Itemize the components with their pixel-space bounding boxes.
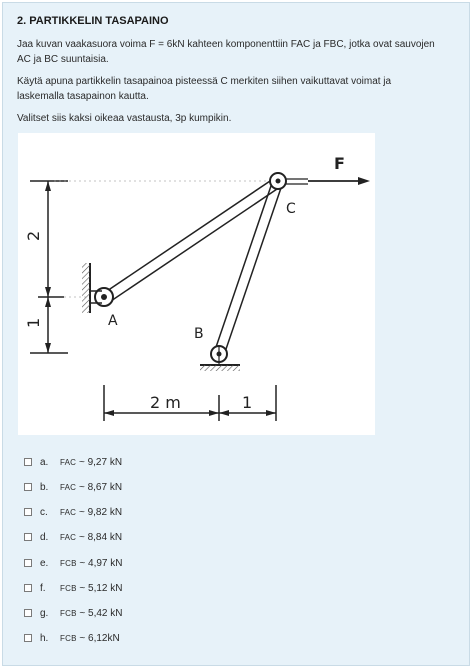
bar-bc-edge	[214, 183, 272, 353]
dim-label-1-vertical: 1	[24, 317, 43, 328]
dim-label-2m: 2 m	[150, 393, 181, 412]
question-card	[2, 2, 470, 666]
checkbox[interactable]	[24, 584, 32, 592]
question-title: 2. PARTIKKELIN TASAPAINO	[17, 15, 169, 27]
option-letter: g.	[40, 607, 49, 619]
question-text-2	[17, 74, 457, 104]
option-letter: h.	[40, 632, 49, 644]
dim-arrow-icon	[209, 410, 219, 416]
option-letter: e.	[40, 557, 49, 569]
answer-option-e[interactable]	[24, 555, 122, 571]
option-symbol: FCB	[60, 583, 77, 593]
question-text-2-line-2: laskemalla tasapainon kautta.	[17, 91, 149, 102]
option-symbol: FCB	[60, 633, 77, 643]
option-symbol: FAC	[60, 482, 77, 492]
checkbox[interactable]	[24, 609, 32, 617]
ground-hatch	[200, 365, 240, 371]
option-value: ~ 8,67 kN	[78, 481, 123, 493]
option-value: ~ 5,12 kN	[79, 582, 123, 594]
option-text	[60, 482, 122, 493]
option-symbol: FAC	[60, 457, 77, 467]
bar-bc-edge	[224, 185, 282, 355]
checkbox[interactable]	[24, 533, 32, 541]
checkbox[interactable]	[24, 559, 32, 567]
answer-option-f[interactable]	[24, 580, 122, 596]
option-value: ~ 8,84 kN	[78, 531, 123, 543]
checkbox[interactable]	[24, 634, 32, 642]
question-text-1-line-2: AC ja BC suuntaisia.	[17, 54, 109, 65]
answer-option-a[interactable]	[24, 454, 122, 470]
truss-diagram	[18, 133, 375, 435]
option-value: ~ 9,27 kN	[78, 456, 123, 468]
checkbox[interactable]	[24, 483, 32, 491]
force-arrow-icon	[358, 177, 370, 185]
option-symbol: FAC	[60, 507, 77, 517]
checkbox[interactable]	[24, 508, 32, 516]
dim-arrow-icon	[104, 410, 114, 416]
dim-arrow-icon	[45, 287, 51, 297]
option-value: ~ 9,82 kN	[78, 506, 123, 518]
option-symbol: FCB	[60, 608, 77, 618]
answer-option-d[interactable]	[24, 529, 122, 545]
checkbox[interactable]	[24, 458, 32, 466]
question-text-3: Valitset siis kaksi oikeaa vastausta, 3p kumpikin.	[17, 113, 232, 124]
question-text-1	[17, 37, 457, 67]
option-value: ~ 4,97 kN	[79, 557, 123, 569]
option-text	[60, 507, 122, 518]
option-letter: a.	[40, 456, 49, 468]
truss-figure	[18, 133, 375, 435]
dim-arrow-icon	[266, 410, 276, 416]
question-text-1-line-1: Jaa kuvan vaakasuora voima F = 6kN kahteen komponenttiin FAC ja FBC, jotka ovat sauvojen	[17, 39, 435, 50]
label-f: F	[334, 154, 345, 173]
pin-a-center	[101, 294, 107, 300]
answer-option-h[interactable]	[24, 630, 120, 646]
dim-arrow-icon	[219, 410, 229, 416]
option-letter: f.	[40, 582, 46, 594]
option-letter: b.	[40, 481, 49, 493]
option-letter: c.	[40, 506, 48, 518]
label-a: A	[108, 313, 118, 329]
label-b: B	[194, 326, 204, 342]
pin-c-center	[276, 179, 281, 184]
dim-label-1-horizontal: 1	[242, 393, 253, 412]
option-text	[60, 532, 122, 543]
dim-arrow-icon	[45, 343, 51, 353]
option-text	[60, 558, 122, 569]
option-letter: d.	[40, 531, 49, 543]
bar-ac-edge	[104, 177, 276, 293]
option-text	[60, 457, 122, 468]
label-c: C	[286, 201, 296, 217]
dim-label-2-vertical: 2	[24, 230, 43, 241]
option-value: ~ 6,12kN	[79, 632, 120, 644]
option-symbol: FCB	[60, 558, 77, 568]
option-symbol: FAC	[60, 532, 77, 542]
wall-hatch	[82, 263, 90, 313]
dim-arrow-icon	[45, 297, 51, 307]
answer-option-b[interactable]	[24, 479, 122, 495]
question-text-2-line-1: Käytä apuna partikkelin tasapainoa pisteessä C merkiten siihen vaikuttavat voimat ja	[17, 76, 392, 87]
dim-arrow-icon	[45, 181, 51, 191]
answer-option-g[interactable]	[24, 605, 122, 621]
option-text	[60, 633, 120, 644]
answer-option-c[interactable]	[24, 504, 122, 520]
option-text	[60, 583, 122, 594]
option-text	[60, 608, 122, 619]
bar-ac-edge	[108, 187, 280, 303]
option-value: ~ 5,42 kN	[79, 607, 123, 619]
